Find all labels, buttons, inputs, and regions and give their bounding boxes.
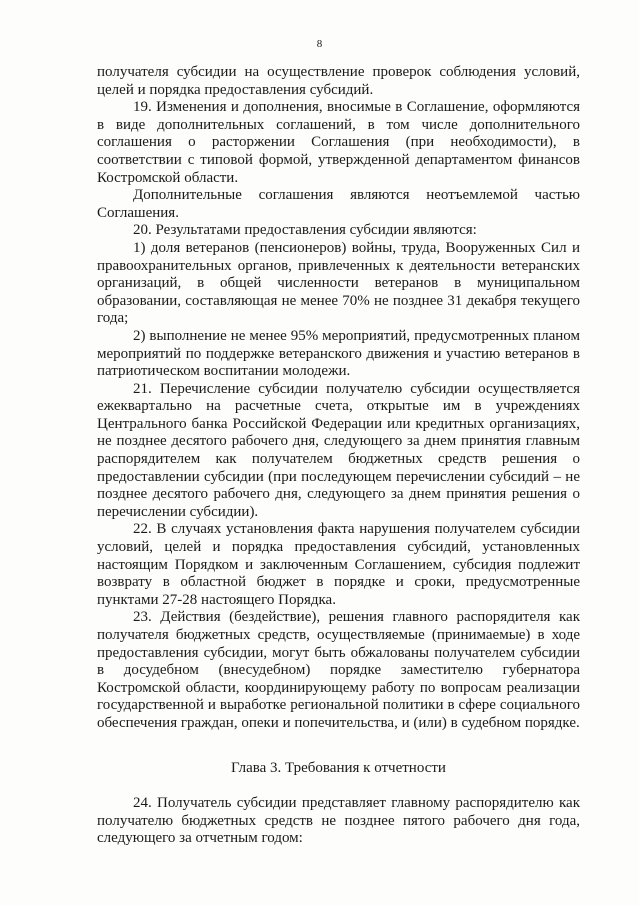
paragraph-20-results: 20. Результатами предоставления субсидии являются:: [133, 222, 477, 239]
chapter-heading: Глава 3. Требования к отчетности: [231, 760, 446, 776]
paragraph-additional-agreements: Дополнительные соглашения являются неотъемлемой частью Соглашения.: [97, 187, 580, 221]
paragraph-22-refund: 22. В случаях установления факта нарушения получателем субсидии условий, целей и порядка предоставления субсидий, установленных настоящим Порядком и заключенным Соглашением, субсидия подлежит возврату в областной бюджет в порядке и сроки, предусмотренные пунктами 27-28 настоящего Порядка.: [97, 521, 580, 608]
paragraph-24-reporting: 24. Получатель субсидии представляет главному распорядителю как получателю бюджетных средств не позднее пятого рабочего дня года, следующего за отчетным годом:: [97, 795, 580, 847]
paragraph-21-transfer: 21. Перечисление субсидии получателю субсидии осуществляется ежеквартально на расчетные счета, открытые им в учреждениях Центрального банка Российской Федерации или кредитных организациях, не позднее десятого рабочего дня, следующего за днем принятия главным распорядителем как получателем бюджетных средств решения о предоставлении субсидии (при последующем перечислении субсидий – не позднее десятого рабочего дня, следующего за днем принятия решения о перечислении субсидии).: [97, 380, 580, 520]
paragraph-19-amendments: 19. Изменения и дополнения, вносимые в Соглашение, оформляются в виде дополнительных соглашений, в том числе дополнительного соглашения о расторжении Соглашения (при необходимости), в соответствии с типовой формой, утвержденной департаментом финансов Костромской области.: [97, 99, 580, 186]
body-text: [97, 64, 580, 733]
paragraph-verification-end: получателя субсидии на осуществление проверок соблюдения условий, целей и порядка предоставления субсидий.: [97, 64, 580, 98]
paragraph-23-appeal: 23. Действия (бездействие), решения главного распорядителя как получателя бюджетных средств, осуществляемые (принимаемые) в ходе предоставления субсидии, могут быть обжалованы получателем субсидии в досудебном (внесудебном) порядке заместителю губернатора Костромской области, координирующему работу по вопросам реализации государственной и выработке региональной политики в сфере социального обеспечения граждан, опеки и попечительства, и (или) в судебном порядке.: [97, 609, 580, 731]
paragraph-20-item-1: 1) доля ветеранов (пенсионеров) войны, труда, Вооруженных Сил и правоохранительных органов, привлеченных к деятельности ветеранских организаций, в общей численности ветеранов в муниципальном образовании, составляющая не менее 70% не позднее 31 декабря текущего года;: [97, 239, 580, 327]
paragraph-20-item-2: 2) выполнение не менее 95% мероприятий, предусмотренных планом мероприятий по поддержке ветеранского движения и участию ветеранов в патриотическом воспитании молодежи.: [97, 327, 580, 380]
tail-text: [97, 795, 580, 848]
page-number: 8: [316, 38, 323, 50]
